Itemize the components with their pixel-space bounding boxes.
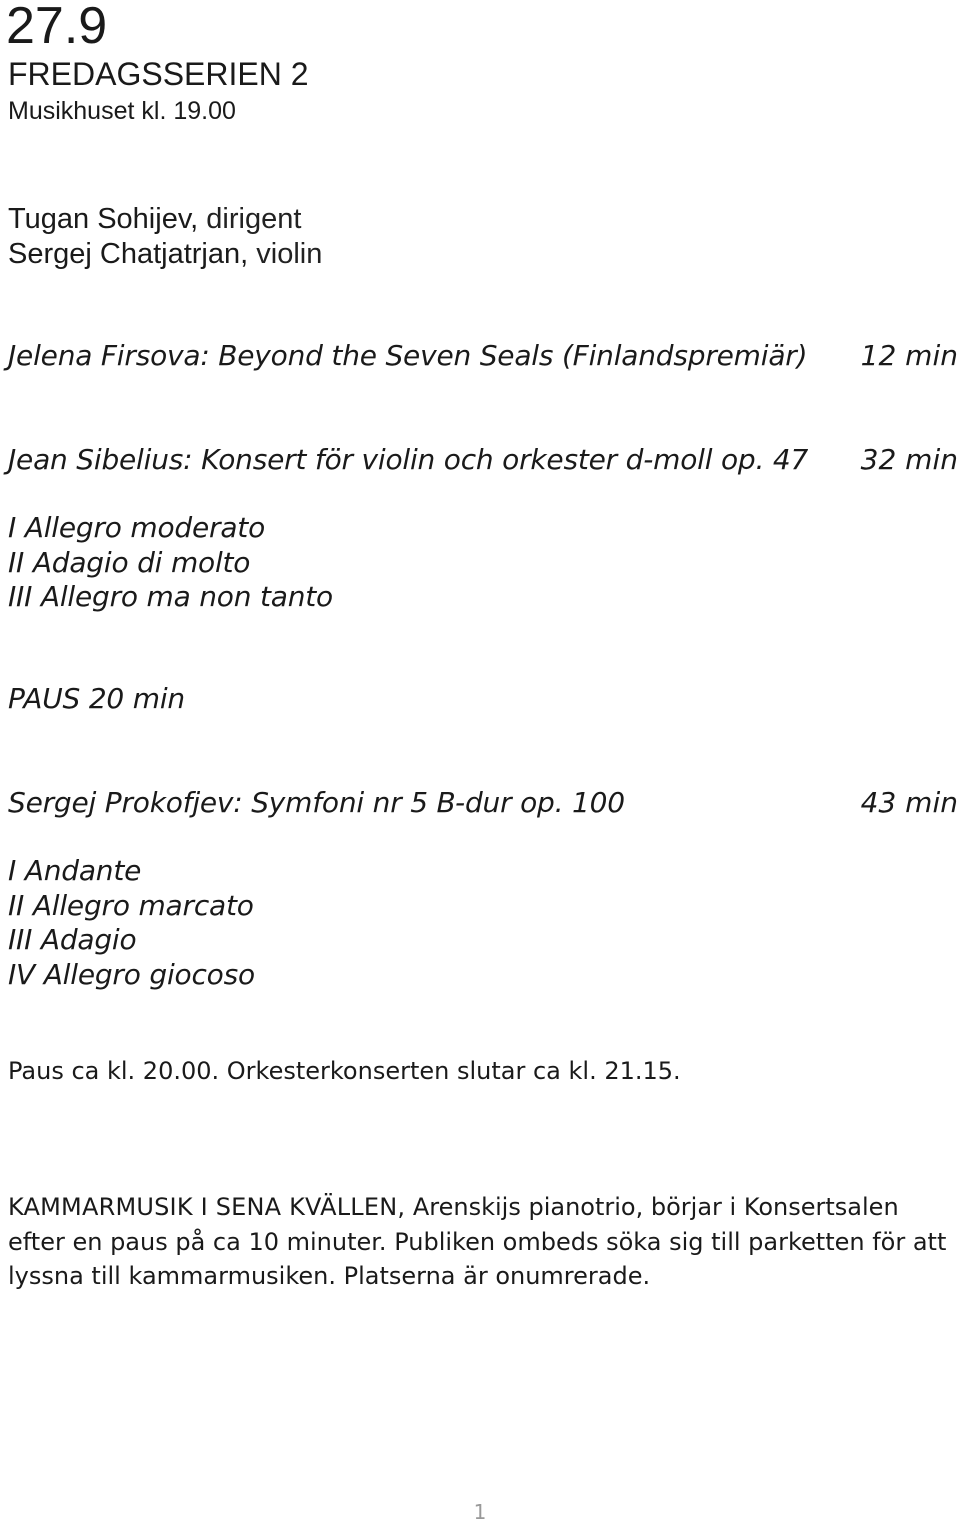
performer-role: violin xyxy=(248,238,323,270)
work-duration-sibelius: 32 min xyxy=(860,443,958,476)
work-title-prokofjev: Sergej Prokofjev: Symfoni nr 5 B-dur op. 100 xyxy=(8,786,625,819)
work-title-firsova: Jelena Firsova: Beyond the Seven Seals (Finlandspremiär) xyxy=(8,339,808,372)
times-note: Paus ca kl. 20.00. Orkesterkonserten slutar ca kl. 21.15. xyxy=(8,1057,681,1085)
performer-name: Sergej Chatjatrjan, xyxy=(8,238,249,270)
chamber-heading: KAMMARMUSIK I SENA KVÄLLEN, xyxy=(8,1193,406,1221)
work-title-sibelius: Jean Sibelius: Konsert för violin och orkester d-moll op. 47 xyxy=(8,443,809,476)
movement-item: III Adagio xyxy=(8,923,137,956)
movement-item: IV Allegro giocoso xyxy=(8,957,255,991)
series-title: FREDAGSSERIEN 2 xyxy=(8,56,309,92)
movement-item: I Allegro moderato xyxy=(8,511,265,544)
intermission: PAUS 20 min xyxy=(8,682,185,715)
work-duration-firsova: 12 min xyxy=(860,339,958,372)
movement-list-prokofjev xyxy=(8,854,255,992)
movement-item: II Allegro marcato xyxy=(8,888,254,922)
performer-role: dirigent xyxy=(198,203,302,235)
performer-soloist xyxy=(8,236,322,272)
performer-name: Tugan Sohijev, xyxy=(8,203,199,235)
movement-list-sibelius xyxy=(8,511,333,615)
venue-time: Musikhuset kl. 19.00 xyxy=(8,97,236,125)
movement-item: I Andante xyxy=(8,854,142,887)
movement-item: III Allegro ma non tanto xyxy=(8,580,333,613)
movement-item: II Adagio di molto xyxy=(8,545,251,579)
concert-date: 27.9 xyxy=(6,0,108,55)
work-duration-prokofjev: 43 min xyxy=(860,786,958,819)
chamber-music-note xyxy=(8,1190,953,1294)
page-number: 1 xyxy=(473,1500,487,1524)
performer-conductor xyxy=(8,201,301,237)
chamber-text: Arenskijs pianotrio, börjar i Konsertsalen efter en paus på ca 10 minuter. Publiken ombeds söka sig till parketten för att lyssna till kammarmusiken. Platserna är onumrerade. xyxy=(8,1193,947,1290)
